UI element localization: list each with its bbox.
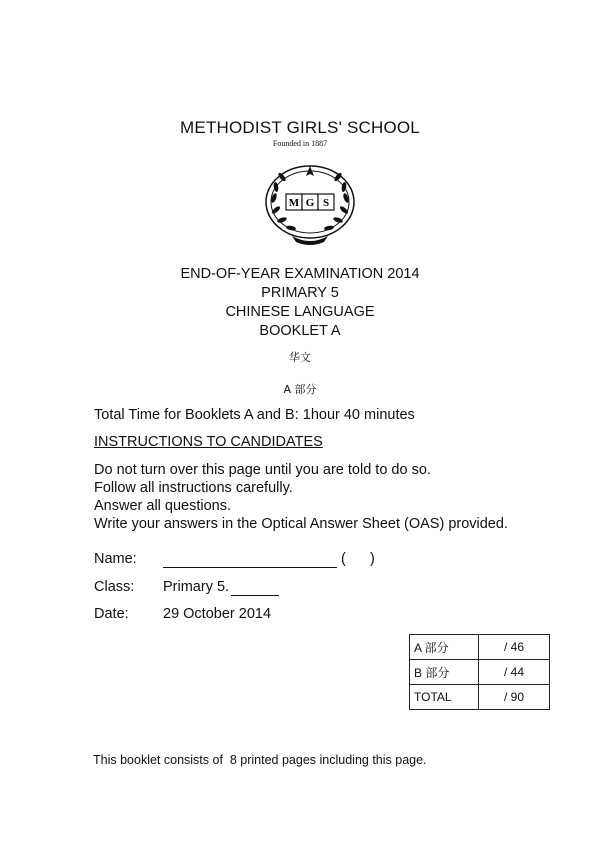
crest-letter-m: M bbox=[288, 197, 300, 209]
score-label: TOTAL bbox=[410, 685, 479, 710]
founded-note: Founded in 1887 bbox=[272, 139, 328, 148]
class-label: Class: bbox=[94, 579, 135, 595]
crest-letter-g: G bbox=[305, 197, 315, 209]
table-row bbox=[410, 685, 550, 710]
score-label: A 部分 bbox=[410, 635, 479, 660]
exam-level: PRIMARY 5 bbox=[261, 285, 339, 301]
table-row bbox=[410, 635, 550, 660]
class-value: Primary 5. bbox=[163, 579, 230, 595]
school-crest-logo bbox=[262, 160, 358, 246]
score-max: / 44 bbox=[479, 660, 550, 685]
instruction-line: Follow all instructions carefully. bbox=[94, 480, 293, 496]
score-table bbox=[409, 634, 550, 710]
instructions-heading: INSTRUCTIONS TO CANDIDATES bbox=[94, 434, 323, 450]
date-label: Date: bbox=[94, 606, 129, 622]
name-blank-line bbox=[163, 567, 337, 568]
subject-chinese: 华文 bbox=[289, 351, 311, 364]
instruction-line: Write your answers in the Optical Answer Sheet (OAS) provided. bbox=[94, 516, 508, 532]
index-number-parens: ( ) bbox=[341, 551, 375, 567]
exam-subject: CHINESE LANGUAGE bbox=[225, 304, 375, 320]
score-max: / 90 bbox=[479, 685, 550, 710]
score-max: / 46 bbox=[479, 635, 550, 660]
section-chinese: A 部分 bbox=[283, 383, 317, 396]
crest-letter-s: S bbox=[322, 197, 330, 209]
score-label: B 部分 bbox=[410, 660, 479, 685]
table-row bbox=[410, 660, 550, 685]
instruction-line: Do not turn over this page until you are told to do so. bbox=[94, 462, 431, 478]
total-time: Total Time for Booklets A and B: 1hour 40 minutes bbox=[94, 407, 415, 423]
school-name: METHODIST GIRLS' SCHOOL bbox=[180, 118, 420, 137]
page-count-note: This booklet consists of 8 printed pages including this page. bbox=[93, 753, 427, 767]
class-blank-line bbox=[231, 595, 279, 596]
exam-booklet: BOOKLET A bbox=[259, 323, 341, 339]
exam-title: END-OF-YEAR EXAMINATION 2014 bbox=[180, 266, 420, 282]
date-value: 29 October 2014 bbox=[163, 606, 272, 622]
name-label: Name: bbox=[94, 551, 137, 567]
instruction-line: Answer all questions. bbox=[94, 498, 232, 514]
